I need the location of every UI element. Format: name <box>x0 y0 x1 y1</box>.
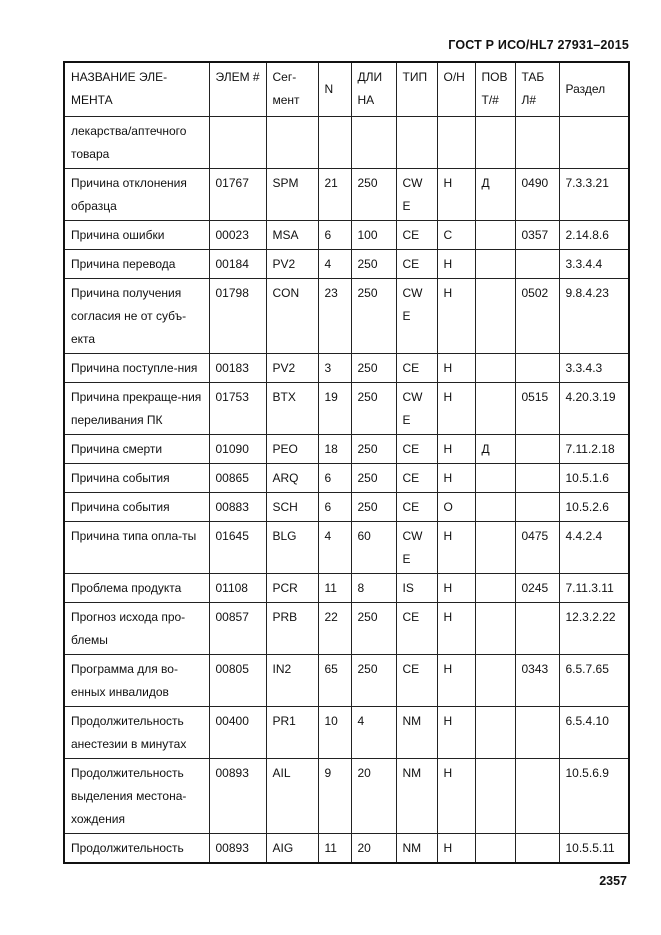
cell-type: CE <box>396 654 437 706</box>
cell-segment: CON <box>266 278 318 353</box>
cell-length: 250 <box>351 382 396 434</box>
cell-table: 0502 <box>515 278 559 353</box>
cell-table <box>515 116 559 168</box>
cell-elem: 01767 <box>209 168 266 220</box>
table-row <box>64 278 629 353</box>
cell-on: Н <box>437 382 475 434</box>
cell-n: 23 <box>318 278 351 353</box>
cell-segment: PRB <box>266 602 318 654</box>
cell-on: Н <box>437 602 475 654</box>
cell-name: Продолжительность <box>64 833 209 863</box>
cell-repeat: Д <box>475 434 515 463</box>
cell-name: Продолжительность анестезии в минутах <box>64 706 209 758</box>
cell-type: CE <box>396 463 437 492</box>
cell-segment: BLG <box>266 521 318 573</box>
cell-elem: 01108 <box>209 573 266 602</box>
cell-length: 250 <box>351 434 396 463</box>
cell-segment: PR1 <box>266 706 318 758</box>
cell-table <box>515 602 559 654</box>
cell-n: 10 <box>318 706 351 758</box>
cell-length: 250 <box>351 463 396 492</box>
cell-name: Причина отклонения образца <box>64 168 209 220</box>
cell-length: 250 <box>351 168 396 220</box>
cell-n: 22 <box>318 602 351 654</box>
cell-type: CW E <box>396 278 437 353</box>
cell-section <box>559 116 629 168</box>
cell-segment: AIL <box>266 758 318 833</box>
cell-repeat <box>475 116 515 168</box>
table-row <box>64 434 629 463</box>
cell-repeat <box>475 278 515 353</box>
cell-elem: 00184 <box>209 249 266 278</box>
cell-on: Н <box>437 463 475 492</box>
cell-section: 6.5.4.10 <box>559 706 629 758</box>
cell-on: Н <box>437 249 475 278</box>
cell-name: Причина типа опла-ты <box>64 521 209 573</box>
cell-on: О <box>437 492 475 521</box>
cell-type: CE <box>396 492 437 521</box>
cell-elem: 00805 <box>209 654 266 706</box>
table-row <box>64 463 629 492</box>
cell-segment: PV2 <box>266 353 318 382</box>
cell-elem: 00883 <box>209 492 266 521</box>
cell-repeat <box>475 521 515 573</box>
column-header-table: ТАБ Л# <box>515 62 559 116</box>
cell-n: 3 <box>318 353 351 382</box>
cell-elem: 00183 <box>209 353 266 382</box>
page-number: 2357 <box>599 874 627 888</box>
cell-table <box>515 758 559 833</box>
cell-on: С <box>437 220 475 249</box>
table-row <box>64 116 629 168</box>
cell-segment <box>266 116 318 168</box>
cell-segment: SCH <box>266 492 318 521</box>
cell-repeat <box>475 833 515 863</box>
cell-table: 0357 <box>515 220 559 249</box>
cell-name: Причина поступле-ния <box>64 353 209 382</box>
cell-repeat: Д <box>475 168 515 220</box>
cell-n: 19 <box>318 382 351 434</box>
cell-segment: PV2 <box>266 249 318 278</box>
cell-segment: ARQ <box>266 463 318 492</box>
cell-length: 4 <box>351 706 396 758</box>
cell-on: Н <box>437 168 475 220</box>
table-header-row <box>64 62 629 116</box>
cell-section: 10.5.5.11 <box>559 833 629 863</box>
cell-table <box>515 833 559 863</box>
cell-type: NM <box>396 758 437 833</box>
cell-n: 4 <box>318 521 351 573</box>
cell-section: 3.3.4.4 <box>559 249 629 278</box>
cell-repeat <box>475 249 515 278</box>
cell-length: 250 <box>351 492 396 521</box>
cell-section: 4.4.2.4 <box>559 521 629 573</box>
cell-elem: 00893 <box>209 833 266 863</box>
cell-elem: 00865 <box>209 463 266 492</box>
column-header-repeat: ПОВ Т/# <box>475 62 515 116</box>
cell-n: 4 <box>318 249 351 278</box>
cell-n <box>318 116 351 168</box>
cell-repeat <box>475 573 515 602</box>
element-table <box>63 61 630 864</box>
cell-repeat <box>475 492 515 521</box>
cell-section: 7.11.3.11 <box>559 573 629 602</box>
cell-on: Н <box>437 758 475 833</box>
table-row <box>64 833 629 863</box>
cell-length: 8 <box>351 573 396 602</box>
cell-length: 100 <box>351 220 396 249</box>
cell-repeat <box>475 602 515 654</box>
cell-table: 0245 <box>515 573 559 602</box>
cell-section: 2.14.8.6 <box>559 220 629 249</box>
cell-on: Н <box>437 434 475 463</box>
cell-on: Н <box>437 353 475 382</box>
cell-n: 65 <box>318 654 351 706</box>
table-row <box>64 573 629 602</box>
cell-type: CE <box>396 249 437 278</box>
cell-on <box>437 116 475 168</box>
column-header-type: ТИП <box>396 62 437 116</box>
cell-on: Н <box>437 706 475 758</box>
cell-type: CE <box>396 353 437 382</box>
cell-name: Причина получения согласия не от субъ-екта <box>64 278 209 353</box>
column-header-length: ДЛИ НА <box>351 62 396 116</box>
cell-section: 7.3.3.21 <box>559 168 629 220</box>
cell-n: 6 <box>318 492 351 521</box>
cell-elem: 00023 <box>209 220 266 249</box>
table-row <box>64 758 629 833</box>
cell-length: 250 <box>351 249 396 278</box>
cell-elem: 01798 <box>209 278 266 353</box>
cell-type: CE <box>396 602 437 654</box>
table-row <box>64 602 629 654</box>
table-row <box>64 168 629 220</box>
cell-table <box>515 434 559 463</box>
cell-table: 0343 <box>515 654 559 706</box>
cell-elem: 01645 <box>209 521 266 573</box>
cell-table: 0475 <box>515 521 559 573</box>
table-row <box>64 382 629 434</box>
cell-n: 11 <box>318 573 351 602</box>
cell-segment: MSA <box>266 220 318 249</box>
cell-section: 10.5.6.9 <box>559 758 629 833</box>
table-row <box>64 353 629 382</box>
table-row <box>64 249 629 278</box>
cell-name: Причина перевода <box>64 249 209 278</box>
cell-elem <box>209 116 266 168</box>
cell-section: 4.20.3.19 <box>559 382 629 434</box>
cell-on: Н <box>437 654 475 706</box>
cell-on: Н <box>437 833 475 863</box>
cell-name: лекарства/аптечного товара <box>64 116 209 168</box>
cell-repeat <box>475 758 515 833</box>
cell-segment: PCR <box>266 573 318 602</box>
column-header-segment: Сег-мент <box>266 62 318 116</box>
table-body <box>64 116 629 863</box>
column-header-elem: ЭЛЕМ # <box>209 62 266 116</box>
cell-table <box>515 463 559 492</box>
cell-segment: IN2 <box>266 654 318 706</box>
cell-section: 9.8.4.23 <box>559 278 629 353</box>
cell-n: 6 <box>318 463 351 492</box>
cell-name: Причина смерти <box>64 434 209 463</box>
cell-repeat <box>475 220 515 249</box>
cell-on: Н <box>437 521 475 573</box>
cell-segment: SPM <box>266 168 318 220</box>
cell-repeat <box>475 382 515 434</box>
table-row <box>64 706 629 758</box>
cell-type <box>396 116 437 168</box>
cell-table <box>515 706 559 758</box>
cell-table <box>515 249 559 278</box>
cell-name: Причина события <box>64 463 209 492</box>
cell-segment: PEO <box>266 434 318 463</box>
table-row <box>64 654 629 706</box>
cell-section: 6.5.7.65 <box>559 654 629 706</box>
cell-name: Причина прекраще-ния переливания ПК <box>64 382 209 434</box>
cell-n: 11 <box>318 833 351 863</box>
cell-elem: 01090 <box>209 434 266 463</box>
cell-name: Программа для во-енных инвалидов <box>64 654 209 706</box>
cell-n: 9 <box>318 758 351 833</box>
cell-n: 21 <box>318 168 351 220</box>
cell-length: 250 <box>351 278 396 353</box>
cell-table: 0515 <box>515 382 559 434</box>
cell-elem: 00893 <box>209 758 266 833</box>
table-row <box>64 492 629 521</box>
document-standard-header: ГОСТ Р ИСО/HL7 27931–2015 <box>448 38 629 52</box>
table-row <box>64 521 629 573</box>
cell-n: 6 <box>318 220 351 249</box>
cell-table <box>515 492 559 521</box>
cell-section: 10.5.1.6 <box>559 463 629 492</box>
cell-repeat <box>475 706 515 758</box>
cell-elem: 00857 <box>209 602 266 654</box>
cell-length: 250 <box>351 602 396 654</box>
cell-name: Проблема продукта <box>64 573 209 602</box>
cell-section: 7.11.2.18 <box>559 434 629 463</box>
cell-type: CW E <box>396 168 437 220</box>
cell-length: 60 <box>351 521 396 573</box>
cell-section: 10.5.2.6 <box>559 492 629 521</box>
cell-type: NM <box>396 706 437 758</box>
cell-section: 3.3.4.3 <box>559 353 629 382</box>
cell-on: Н <box>437 573 475 602</box>
table-row <box>64 220 629 249</box>
cell-segment: AIG <box>266 833 318 863</box>
column-header-on: О/Н <box>437 62 475 116</box>
column-header-name: НАЗВАНИЕ ЭЛЕ-МЕНТА <box>64 62 209 116</box>
cell-length: 250 <box>351 353 396 382</box>
cell-type: CW E <box>396 382 437 434</box>
cell-elem: 00400 <box>209 706 266 758</box>
cell-length: 250 <box>351 654 396 706</box>
cell-name: Прогноз исхода про-блемы <box>64 602 209 654</box>
cell-segment: BTX <box>266 382 318 434</box>
cell-type: CW E <box>396 521 437 573</box>
cell-name: Причина события <box>64 492 209 521</box>
cell-repeat <box>475 654 515 706</box>
cell-type: CE <box>396 434 437 463</box>
cell-type: IS <box>396 573 437 602</box>
cell-repeat <box>475 463 515 492</box>
column-header-section: Раздел <box>559 62 629 116</box>
cell-length: 20 <box>351 758 396 833</box>
cell-table <box>515 353 559 382</box>
cell-name: Продолжительность выделения местона-хождения <box>64 758 209 833</box>
cell-table: 0490 <box>515 168 559 220</box>
cell-elem: 01753 <box>209 382 266 434</box>
cell-type: CE <box>396 220 437 249</box>
cell-name: Причина ошибки <box>64 220 209 249</box>
cell-section: 12.3.2.22 <box>559 602 629 654</box>
cell-type: NM <box>396 833 437 863</box>
cell-on: Н <box>437 278 475 353</box>
column-header-n: N <box>318 62 351 116</box>
cell-n: 18 <box>318 434 351 463</box>
cell-length <box>351 116 396 168</box>
cell-repeat <box>475 353 515 382</box>
cell-length: 20 <box>351 833 396 863</box>
